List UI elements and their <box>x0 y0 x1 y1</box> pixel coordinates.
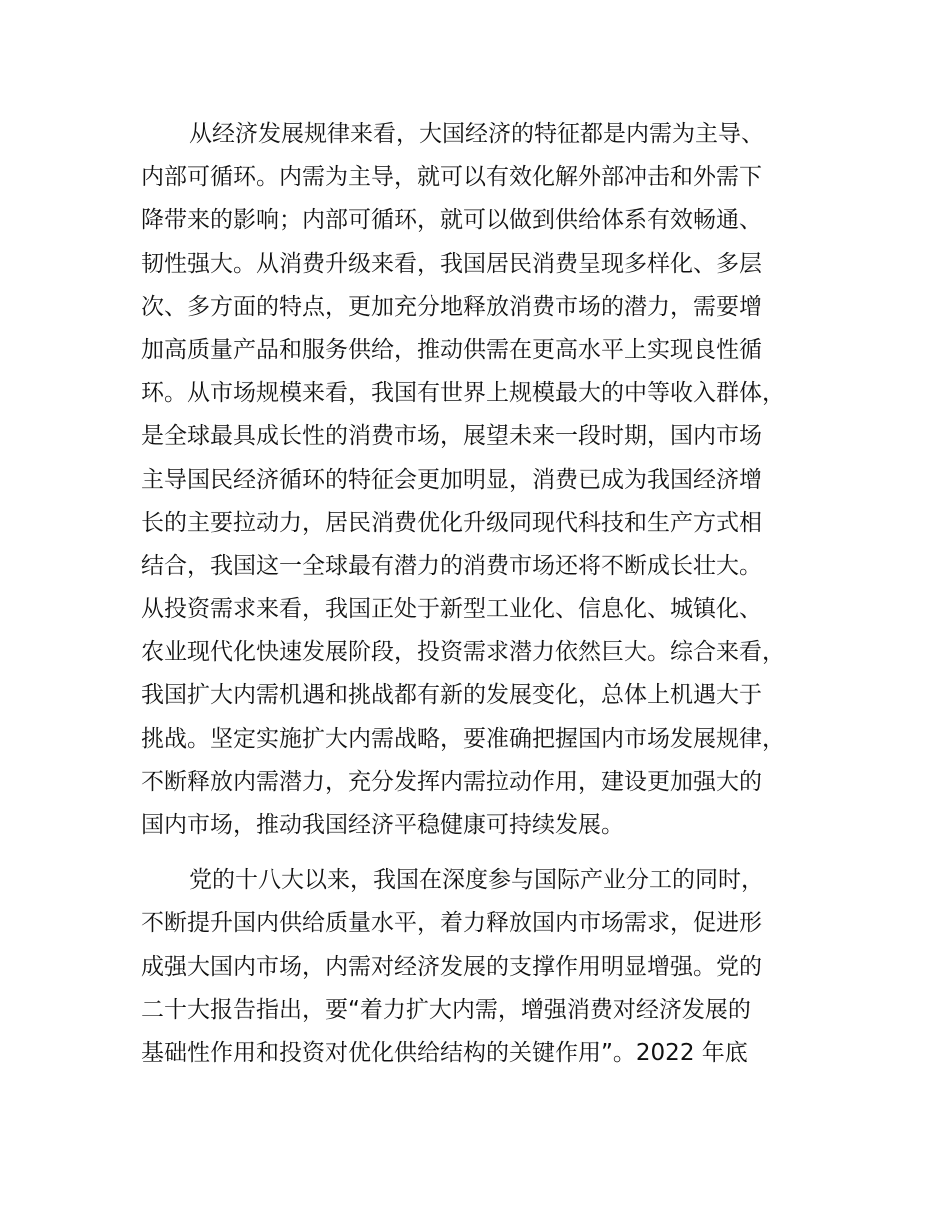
text-line: 结合，我国这一全球最有潜力的消费市场还将不断成长壮大。 <box>141 552 762 579</box>
text-line: 是全球最具成长性的消费市场，展望未来一段时期，国内市场 <box>141 423 762 450</box>
text-line: 成强大国内市场，内需对经济发展的支撑作用明显增强。党的 <box>141 953 762 980</box>
paragraph-1 <box>141 113 831 847</box>
text-line: 降带来的影响；内部可循环，就可以做到供给体系有效畅通、 <box>141 207 762 234</box>
text-line: 农业现代化快速发展阶段，投资需求潜力依然巨大。综合来看， <box>141 639 785 666</box>
text-line: 党的十八大以来，我国在深度参与国际产业分工的同时， <box>189 867 764 894</box>
paragraph-2 <box>141 859 831 1075</box>
text-line: 主导国民经济循环的特征会更加明显，消费已成为我国经济增 <box>141 466 762 493</box>
document-body <box>141 113 831 1075</box>
text-line: 不断释放内需潜力，充分发挥内需拉动作用，建设更加强大的 <box>141 768 762 795</box>
text-line: 基础性作用和投资对优化供给结构的关键作用”。2022 年底 <box>141 1039 748 1066</box>
text-line: 从投资需求来看，我国正处于新型工业化、信息化、城镇化、 <box>141 596 762 623</box>
text-line: 次、多方面的特点，更加充分地释放消费市场的潜力，需要增 <box>141 293 762 320</box>
text-line: 加高质量产品和服务供给，推动供需在更高水平上实现良性循 <box>141 336 762 363</box>
text-line: 挑战。坚定实施扩大内需战略，要准确把握国内市场发展规律， <box>141 725 785 752</box>
text-line: 不断提升国内供给质量水平，着力释放国内市场需求，促进形 <box>141 910 762 937</box>
text-line: 内部可循环。内需为主导，就可以有效化解外部冲击和外需下 <box>141 164 762 191</box>
text-line: 从经济发展规律来看，大国经济的特征都是内需为主导、 <box>189 121 764 147</box>
text-line: 长的主要拉动力，居民消费优化升级同现代科技和生产方式相 <box>141 509 762 536</box>
text-line: 国内市场，推动我国经济平稳健康可持续发展。 <box>141 812 624 838</box>
text-line: 我国扩大内需机遇和挑战都有新的发展变化，总体上机遇大于 <box>141 682 762 709</box>
text-line: 环。从市场规模来看，我国有世界上规模最大的中等收入群体， <box>141 380 785 407</box>
text-line: 二十大报告指出，要“着力扩大内需，增强消费对经济发展的 <box>141 996 751 1023</box>
text-line: 韧性强大。从消费升级来看，我国居民消费呈现多样化、多层 <box>141 250 762 277</box>
